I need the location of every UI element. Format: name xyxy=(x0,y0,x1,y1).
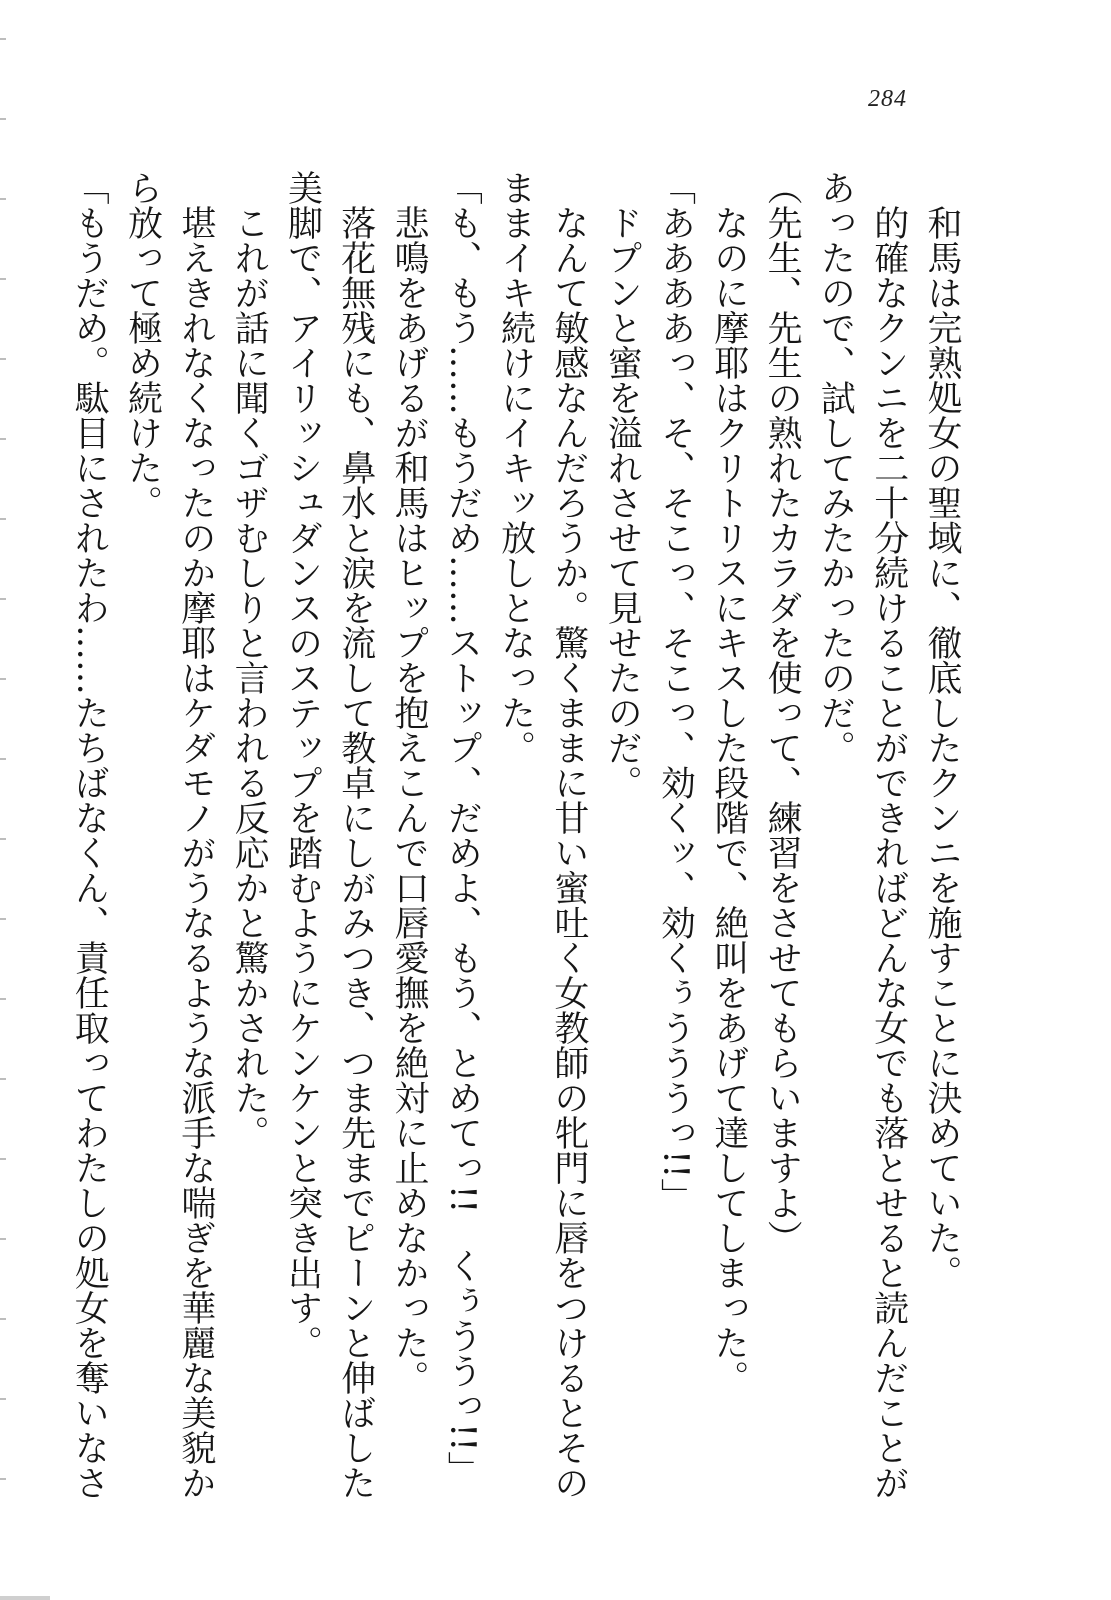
text-line: （先生、先生の熟れたカラダを使って、練習をさせてもらいますよ） xyxy=(762,170,803,1255)
text-line: あったので、試してみたかったのだ。 xyxy=(815,170,856,765)
text-line: 「もうだめ。駄目にされたわ……たちばなくん、責任取ってわたしの処女を奪いなさ xyxy=(69,170,110,1500)
text-line: 「ああああっ、そ、そこっ、そこっ、効くッ、効くぅうううっ!!」 xyxy=(655,170,696,1214)
text-line: ままイキ続けにイキッ放しとなった。 xyxy=(495,170,536,765)
text-line: 落花無残にも、鼻水と涙を流して教卓にしがみつき、つま先までピーンと伸ばした xyxy=(335,170,376,1500)
text-line: なのに摩耶はクリトリスにキスした段階で、絶叫をあげて達してしまった。 xyxy=(708,170,749,1395)
scan-gutter-marks xyxy=(0,0,14,1600)
text-line: ら放って極め続けた。 xyxy=(122,170,163,520)
text-line: 和馬は完熟処女の聖域に、徹底したクンニを施すことに決めていた。 xyxy=(922,170,962,1290)
text-line: これが話に聞くゴザむしりと言われる反応かと驚かされた。 xyxy=(229,170,270,1150)
text-line: 堪えきれなくなったのか摩耶はケダモノがうなるような派手な喘ぎを華麗な美貌か xyxy=(175,170,216,1500)
text-line: 「も、もう……もうだめ……ストップ、だめよ、もう、とめてっ!! くぅううっ!!」 xyxy=(442,170,483,1487)
page-number: 284 xyxy=(868,86,907,112)
text-line: ドプンと蜜を溢れさせて見せたのだ。 xyxy=(602,170,643,800)
text-line: 的確なクンニを二十分続けることができればどんな女でも落とせると読んだことが xyxy=(868,170,909,1500)
text-line: 美脚で、アイリッシュダンスのステップを踏むようにケンケンと突き出す。 xyxy=(282,170,323,1360)
text-line: 悲鳴をあげるが和馬はヒップを抱えこんで口唇愛撫を絶対に止めなかった。 xyxy=(389,170,430,1395)
vertical-text-body xyxy=(69,170,968,1500)
text-line: なんて敏感なんだろうか。驚くままに甘い蜜吐く女教師の牝門に唇をつけるとその xyxy=(548,170,589,1500)
scan-edge-mark xyxy=(0,1596,50,1600)
